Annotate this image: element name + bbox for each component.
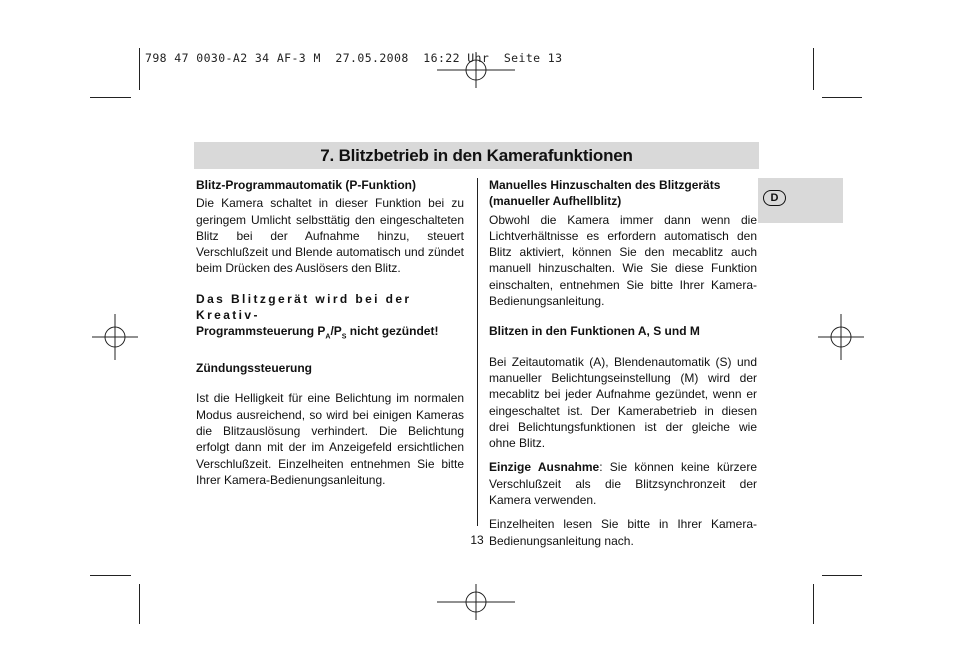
warning-line-1: Das Blitzgerät wird bei der Kreativ- [196, 291, 412, 323]
heading-a-s-m: Blitzen in den Funktionen A, S und M [489, 324, 700, 339]
crop-mark [822, 575, 862, 576]
registration-mark-icon [92, 314, 138, 360]
paragraph-a-s-m: Bei Zeitautomatik (A), Blendenautomatik (S) und manueller Belichtungseinstellung (M) wird der mecablitz bei jeder Aufnahme gezündet, wenn er eingeschaltet ist. Der Kamerabetrieb in diesen drei Belichtungsfunktionen ist der gleiche wie ohne Blitz. [489, 354, 757, 451]
crop-mark [813, 48, 814, 90]
page-number: 13 [470, 533, 484, 547]
crop-mark [90, 575, 131, 576]
paragraph-exception: Einzige Ausnahme: Sie können keine kürzere Verschlußzeit als die Blitzsynchronzeit der Kamera verwenden. [489, 460, 757, 508]
print-header: 798 47 0030-A2 34 AF-3 M 27.05.2008 16:22 Uhr Seite 13 [145, 51, 563, 65]
right-column [489, 177, 757, 549]
paragraph-ignition-control: Ist die Helligkeit für eine Belichtung im normalen Modus ausreichend, so wird bei einigen Kameras die Blitzauslösung verhindert. Die Belichtung erfolgt dann mit der im Anzeigefeld ersichtlichen Verschlußzeit. Einzelheiten entnehmen Sie bitte Ihrer Kamera-Bedienungsanleitung. [196, 391, 464, 487]
registration-mark-icon [818, 314, 864, 360]
language-tab [758, 178, 843, 223]
crop-mark [813, 584, 814, 624]
registration-mark-icon [437, 52, 517, 92]
heading-p-function: Blitz-Programmautomatik (P-Funktion) [196, 178, 417, 192]
crop-mark [822, 97, 862, 98]
heading-ignition-control: Zündungssteuerung [196, 361, 312, 376]
section-title: 7. Blitzbetrieb in den Kamerafunktionen [320, 146, 633, 165]
crop-mark [90, 97, 131, 98]
crop-mark [139, 584, 140, 624]
crop-mark [139, 48, 140, 90]
paragraph-manual-flash: Obwohl die Kamera immer dann wenn die Lichtverhältnisse es erfordern automatisch den Blitz aktiviert, können Sie den mecablitz auch manuell hinzuschalten. Wie Sie diese Funktion einschalten, entnehmen Sie bitte Ihrer Kamera-Bedienungsanleitung. [489, 212, 757, 309]
paragraph-p-function: Die Kamera schaltet in dieser Funktion bei zu geringem Umlicht selbsttätig den eingeschalteten Blitz bei der Aufnahme hinzu, steuert Verschlußzeit und Blende automatisch und zündet beim Drücken des Auslösers den Blitz. [196, 196, 464, 276]
heading-manual-flash: Manuelles Hinzuschalten des Blitzgeräts (manueller Aufhellblitz) [489, 178, 721, 209]
registration-mark-icon [437, 584, 517, 624]
left-column [196, 177, 464, 488]
section-title-bar [194, 142, 759, 169]
warning-line-2: Programmsteuerung $P_A/P_S$ nicht gezündet! [196, 324, 439, 341]
paragraph-details: Einzelheiten lesen Sie bitte in Ihrer Kamera-Bedienungsanleitung nach. [489, 517, 757, 548]
column-divider [477, 178, 478, 526]
language-badge: D [763, 190, 786, 206]
